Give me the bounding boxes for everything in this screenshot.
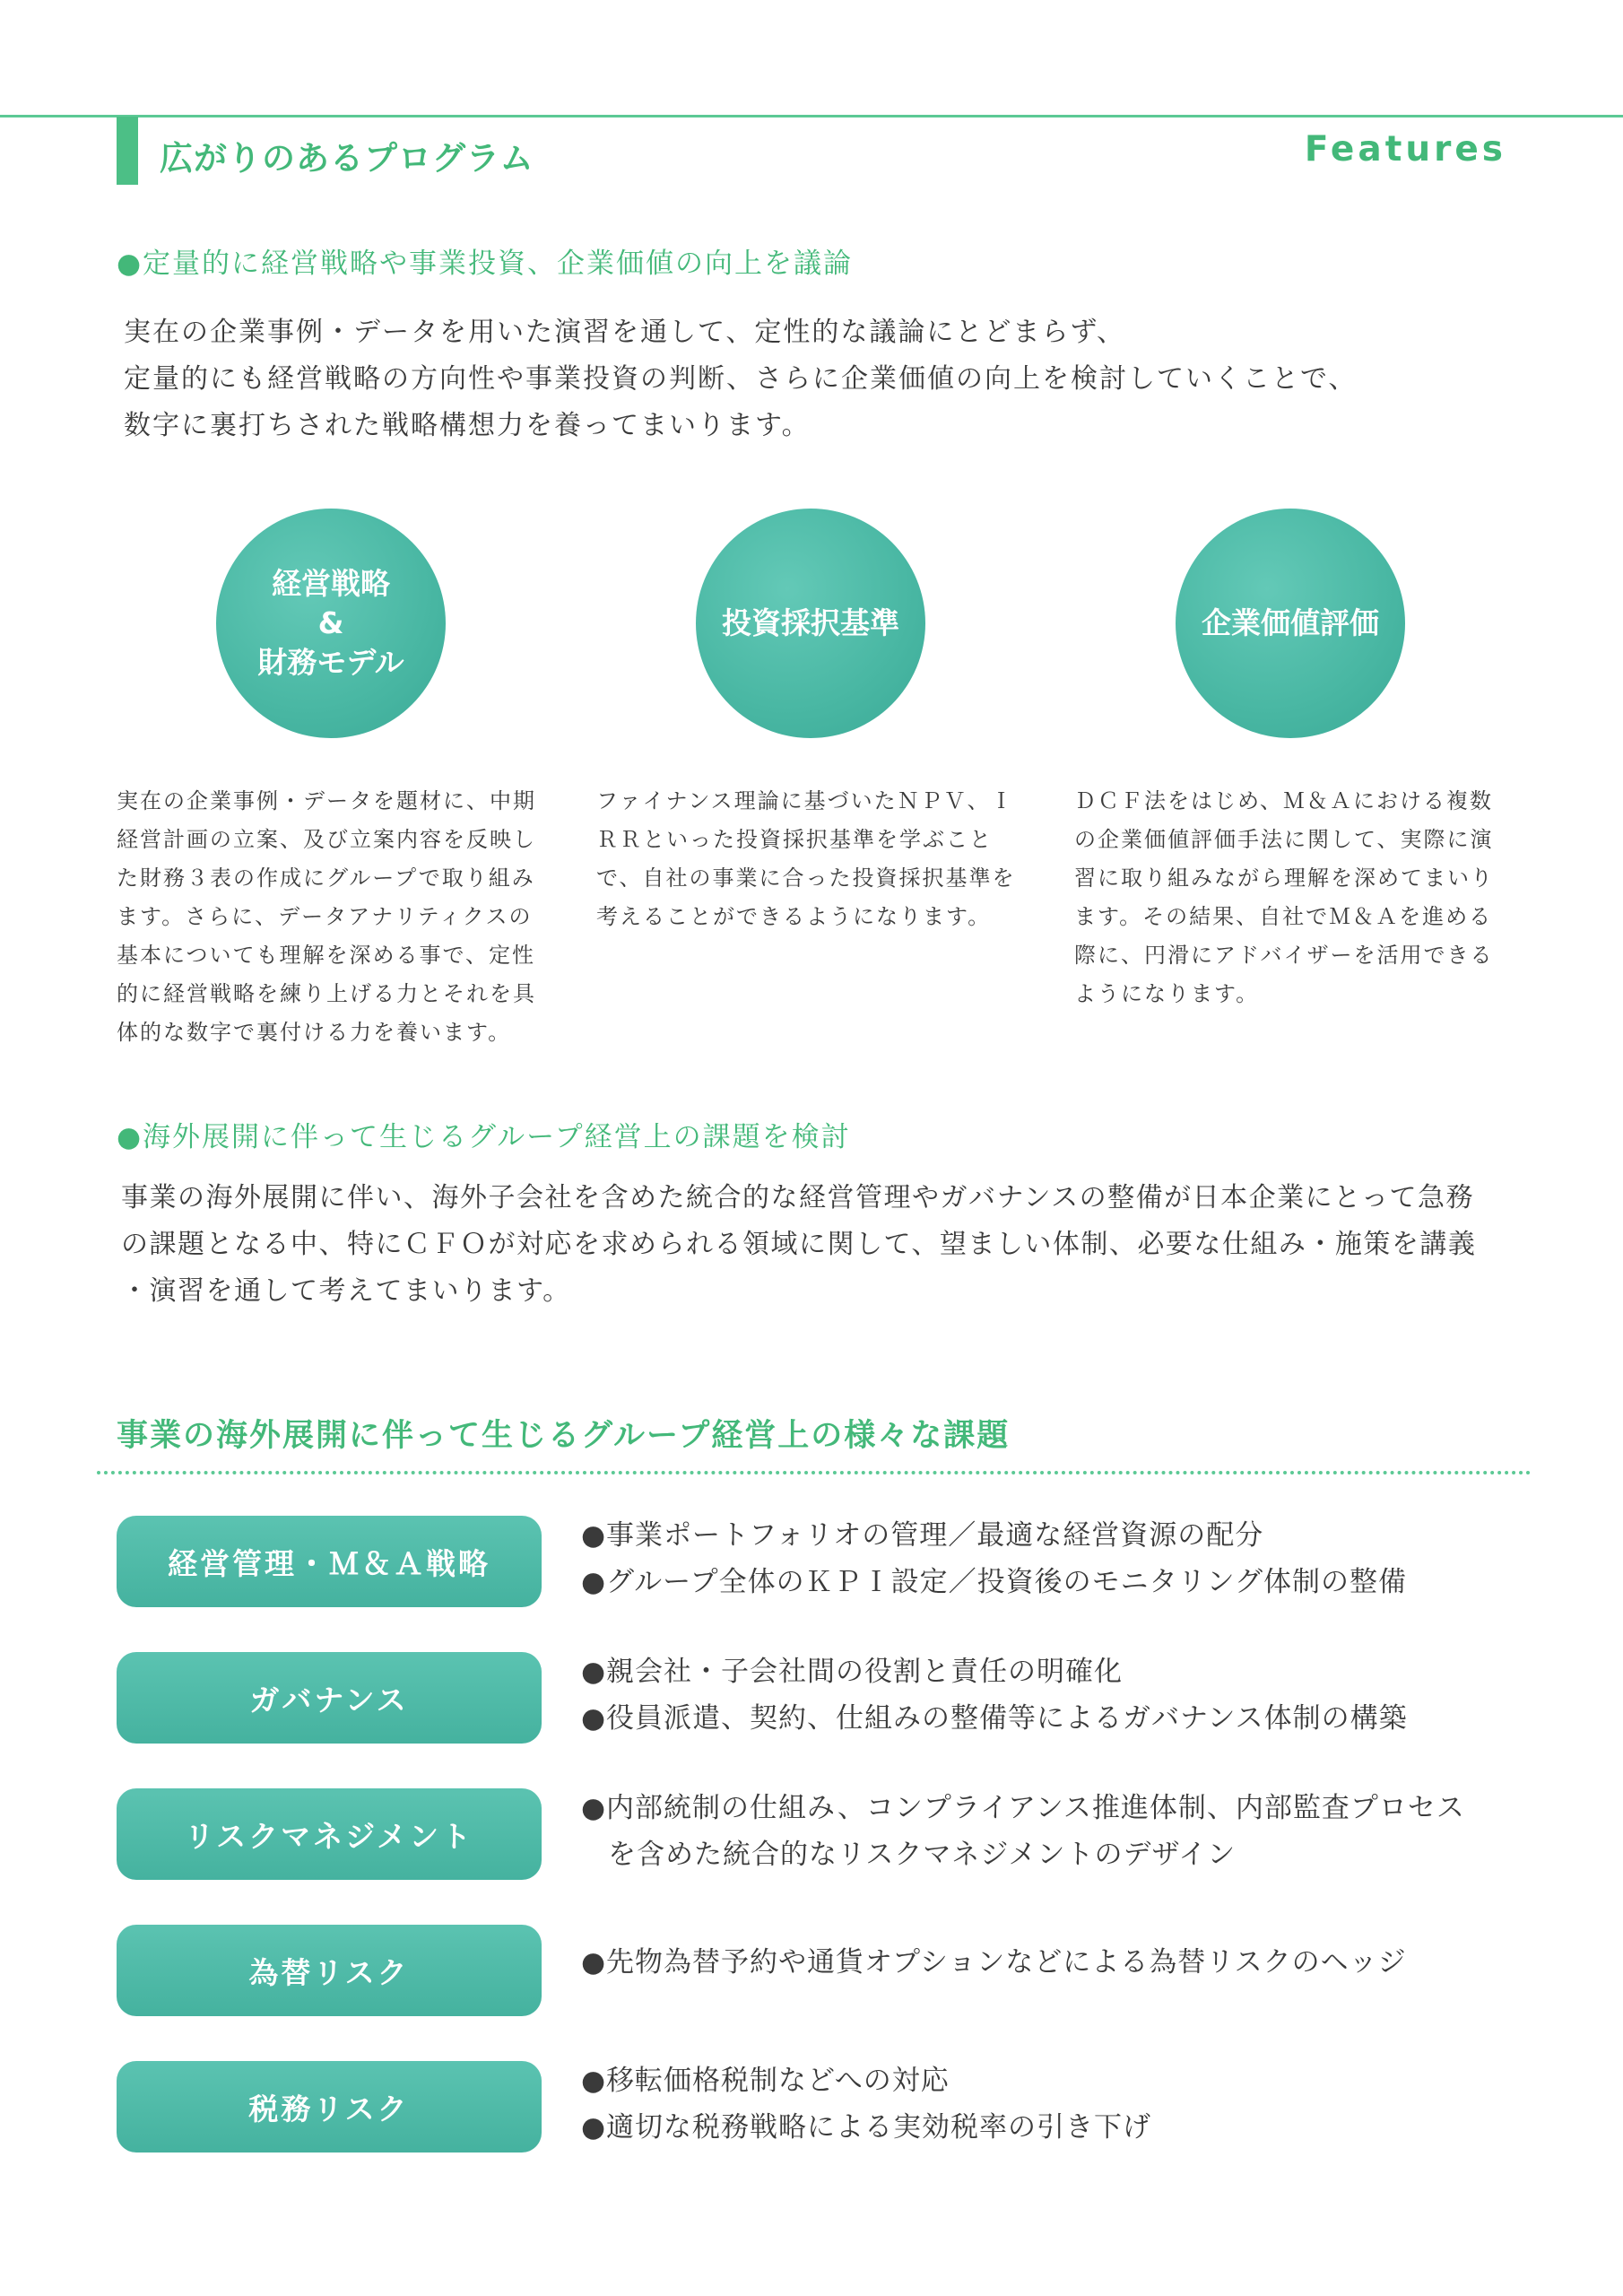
issue-point: ●移転価格税制などへの対応 [581, 2065, 950, 2097]
issue-point: ●グループ全体のＫＰＩ設定／投資後のモニタリング体制の整備 [581, 1566, 1407, 1598]
column-line: 基本についても理解を深める事で、定性 [117, 943, 536, 968]
features-label: Features [1304, 129, 1506, 170]
paragraph-line: 事業の海外展開に伴い、海外子会社を含めた統合的な経営管理やガバナンスの整備が日本企業にとって急務 [121, 1182, 1474, 1213]
column-line: た財務３表の作成にグループで取り組み [117, 865, 535, 891]
paragraph-line: の課題となる中、特にＣＦＯが対応を求められる領域に関して、望ましい体制、必要な仕組み・施策を講義 [121, 1229, 1477, 1260]
issue-point: を含めた統合的なリスクマネジメントのデザイン [608, 1839, 1237, 1871]
column-line: ようになります。 [1074, 981, 1260, 1006]
section-intro-paragraph [124, 309, 1357, 449]
column-line: ます。さらに、データアナリティクスの [117, 904, 533, 929]
topic-circle-valuation: 企業価値評価 [1176, 509, 1405, 738]
issue-point: ●適切な税務戦略による実効税率の引き下げ [581, 2111, 1152, 2144]
column-line: ファイナンス理論に基づいたＮＰＶ、Ｉ [596, 788, 1014, 813]
topic-circle-investment: 投資採択基準 [696, 509, 925, 738]
column-line: 際に、円滑にアドバイザーを活用できる [1074, 943, 1494, 968]
section-heading-overseas: ●海外展開に伴って生じるグループ経営上の課題を検討 [117, 1121, 851, 1153]
issue-label-fx-risk: 為替リスク [117, 1925, 542, 2016]
issue-point: ●内部統制の仕組み、コンプライアンス推進体制、内部監査プロセス [581, 1792, 1465, 1824]
overseas-paragraph [121, 1175, 1476, 1315]
paragraph-line: 定量的にも経営戦略の方向性や事業投資の判断、さらに企業価値の向上を検討していくことで、 [124, 363, 1358, 395]
dotted-divider [97, 1471, 1532, 1474]
column-line: で、自社の事業に合った投資採択基準を [596, 865, 1016, 891]
issue-point: ●先物為替予約や通貨オプションなどによる為替リスクのヘッジ [581, 1946, 1407, 1979]
paragraph-line: 数字に裏打ちされた戦略構想力を養ってまいります。 [124, 410, 811, 441]
column-description-strategy [117, 782, 542, 1052]
issue-label-risk-management: リスクマネジメント [117, 1788, 542, 1880]
issue-point: ●親会社・子会社間の役割と責任の明確化 [581, 1656, 1124, 1688]
issue-label-management: 経営管理・Ｍ＆Ａ戦略 [117, 1516, 542, 1607]
top-rule [0, 115, 1623, 117]
column-line: ます。その結果、自社でＭ＆Ａを進める [1074, 904, 1493, 929]
column-line: の企業価値評価手法に関して、実際に演 [1074, 827, 1494, 852]
issues-heading: 事業の海外展開に伴って生じるグループ経営上の様々な課題 [117, 1418, 1011, 1454]
issue-label-tax-risk: 税務リスク [117, 2061, 542, 2152]
column-line: ＤＣＦ法をはじめ、Ｍ＆Ａにおける複数 [1074, 788, 1494, 813]
column-description-valuation [1074, 782, 1500, 1013]
column-line: ＲＲといった投資採択基準を学ぶこと [596, 827, 993, 852]
column-line: 習に取り組みながら理解を深めてまいり [1074, 865, 1494, 891]
column-line: 体的な数字で裏付ける力を養います。 [117, 1020, 512, 1045]
column-line: 実在の企業事例・データを題材に、中期 [117, 788, 536, 813]
issue-point: ●役員派遣、契約、仕組みの整備等によるガバナンス体制の構築 [581, 1702, 1408, 1735]
column-line: 考えることができるようになります。 [596, 904, 992, 929]
issue-point: ●事業ポートフォリオの管理／最適な経営資源の配分 [581, 1519, 1264, 1552]
page-title: 広がりのあるプログラム [160, 139, 534, 178]
topic-circle-strategy: 経営戦略 & 財務モデル [216, 509, 446, 738]
issue-label-governance: ガバナンス [117, 1652, 542, 1744]
column-line: 経営計画の立案、及び立案内容を反映し [117, 827, 536, 852]
title-accent-bar [117, 117, 138, 185]
section-heading-quantitative: ●定量的に経営戦略や事業投資、企業価値の向上を議論 [117, 248, 854, 280]
column-description-investment [596, 782, 1022, 936]
column-line: 的に経営戦略を練り上げる力とそれを具 [117, 981, 536, 1006]
paragraph-line: 実在の企業事例・データを用いた演習を通して、定性的な議論にとどまらず、 [124, 317, 1125, 348]
paragraph-line: ・演習を通して考えてまいります。 [121, 1275, 571, 1307]
